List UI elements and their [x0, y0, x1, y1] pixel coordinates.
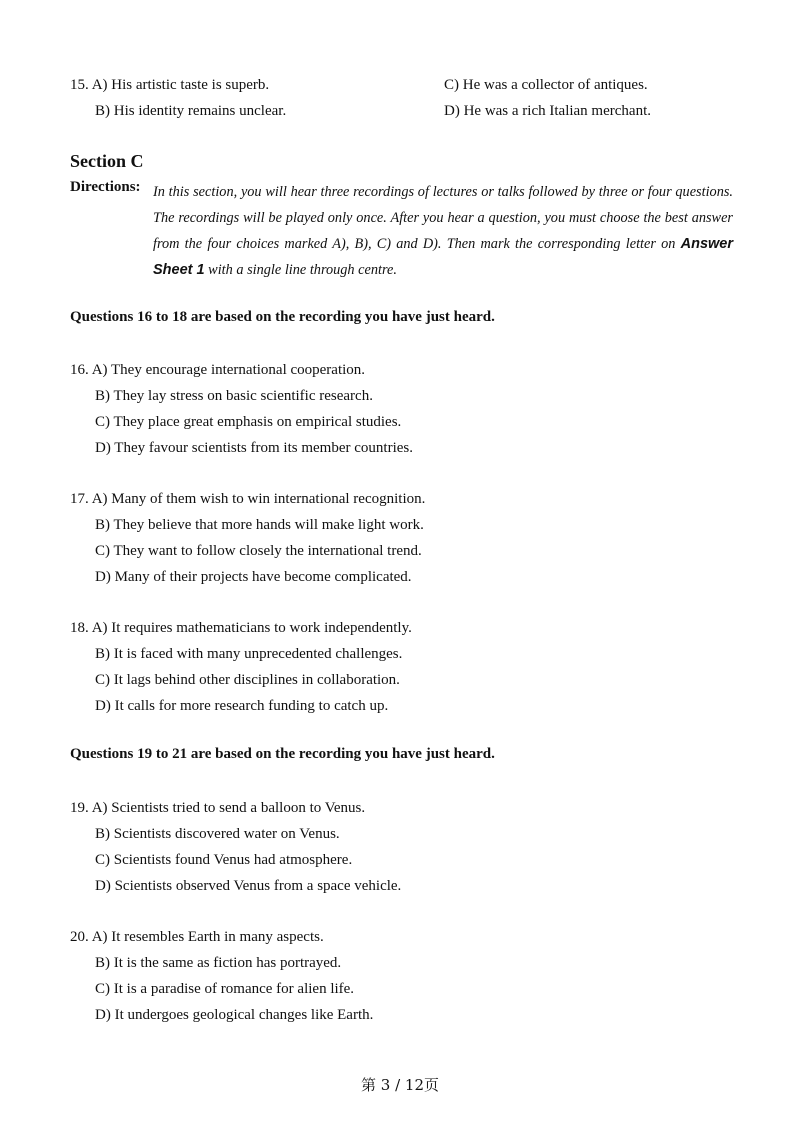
directions-tail: with a single line through centre. [208, 262, 397, 278]
page-number: 第 3 / 12页 [361, 1076, 439, 1094]
question-17-option-a [70, 489, 425, 509]
question-20-option-b: B) It is the same as fiction has portrayed. [95, 955, 342, 971]
question-18-option-b: B) It is faced with many unprecedented challenges. [95, 646, 403, 662]
question-number: 20. [70, 929, 89, 945]
question-16-option-b: B) They lay stress on basic scientific research. [95, 388, 373, 404]
question-19-option-b: B) Scientists discovered water on Venus. [95, 826, 340, 842]
question-number: 19. [70, 800, 89, 816]
question-15-option-b: B) His identity remains unclear. [95, 103, 287, 119]
question-number: 16. [70, 362, 89, 378]
question-15-option-a [70, 75, 269, 95]
question-19-option-d: D) Scientists observed Venus from a space vehicle. [95, 878, 402, 894]
question-16-option-c: C) They place great emphasis on empirical studies. [95, 414, 402, 430]
question-number: 15. [70, 77, 89, 93]
question-18-option-c: C) It lags behind other disciplines in collaboration. [95, 672, 400, 688]
question-number: 18. [70, 620, 89, 636]
question-20-option-c: C) It is a paradise of romance for alien life. [95, 981, 355, 997]
question-17-option-b: B) They believe that more hands will make light work. [95, 517, 424, 533]
option-text: A) Many of them wish to win international recognition. [91, 491, 426, 507]
question-20-option-d: D) It undergoes geological changes like Earth. [95, 1007, 374, 1023]
question-18-option-a [70, 618, 412, 638]
answer-sheet-label: Answer Sheet 1 [153, 236, 733, 278]
question-15-option-c: C) He was a collector of antiques. [444, 77, 648, 93]
question-16-option-a [70, 360, 365, 380]
directions-text [153, 179, 733, 283]
question-group-heading: Questions 16 to 18 are based on the recording you have just heard. [70, 309, 495, 325]
question-15-option-d: D) He was a rich Italian merchant. [444, 103, 651, 119]
question-17-option-d: D) Many of their projects have become complicated. [95, 569, 412, 585]
option-text: A) It resembles Earth in many aspects. [91, 929, 324, 945]
option-text: A) Scientists tried to send a balloon to Venus. [91, 800, 366, 816]
directions-label: Directions: [70, 179, 141, 195]
question-group-heading: Questions 19 to 21 are based on the recording you have just heard. [70, 746, 495, 762]
question-19-option-a [70, 798, 365, 818]
question-18-option-d: D) It calls for more research funding to catch up. [95, 698, 389, 714]
question-16-option-d: D) They favour scientists from its member countries. [95, 440, 413, 456]
question-number: 17. [70, 491, 89, 507]
question-20-option-a [70, 927, 324, 947]
directions-body: In this section, you will hear three recordings of lectures or talks followed by three or four questions. The recordings will be played only once. After you hear a question, you must choose the best answer from the four choices marked A), B), C) and D). Then mark the corresponding letter on [153, 184, 733, 252]
question-19-option-c: C) Scientists found Venus had atmosphere. [95, 852, 353, 868]
option-text: A) They encourage international cooperation. [91, 362, 366, 378]
option-text: A) His artistic taste is superb. [91, 77, 270, 93]
section-title: Section C [70, 151, 144, 171]
option-text: A) It requires mathematicians to work independently. [91, 620, 412, 636]
question-17-option-c: C) They want to follow closely the international trend. [95, 543, 422, 559]
